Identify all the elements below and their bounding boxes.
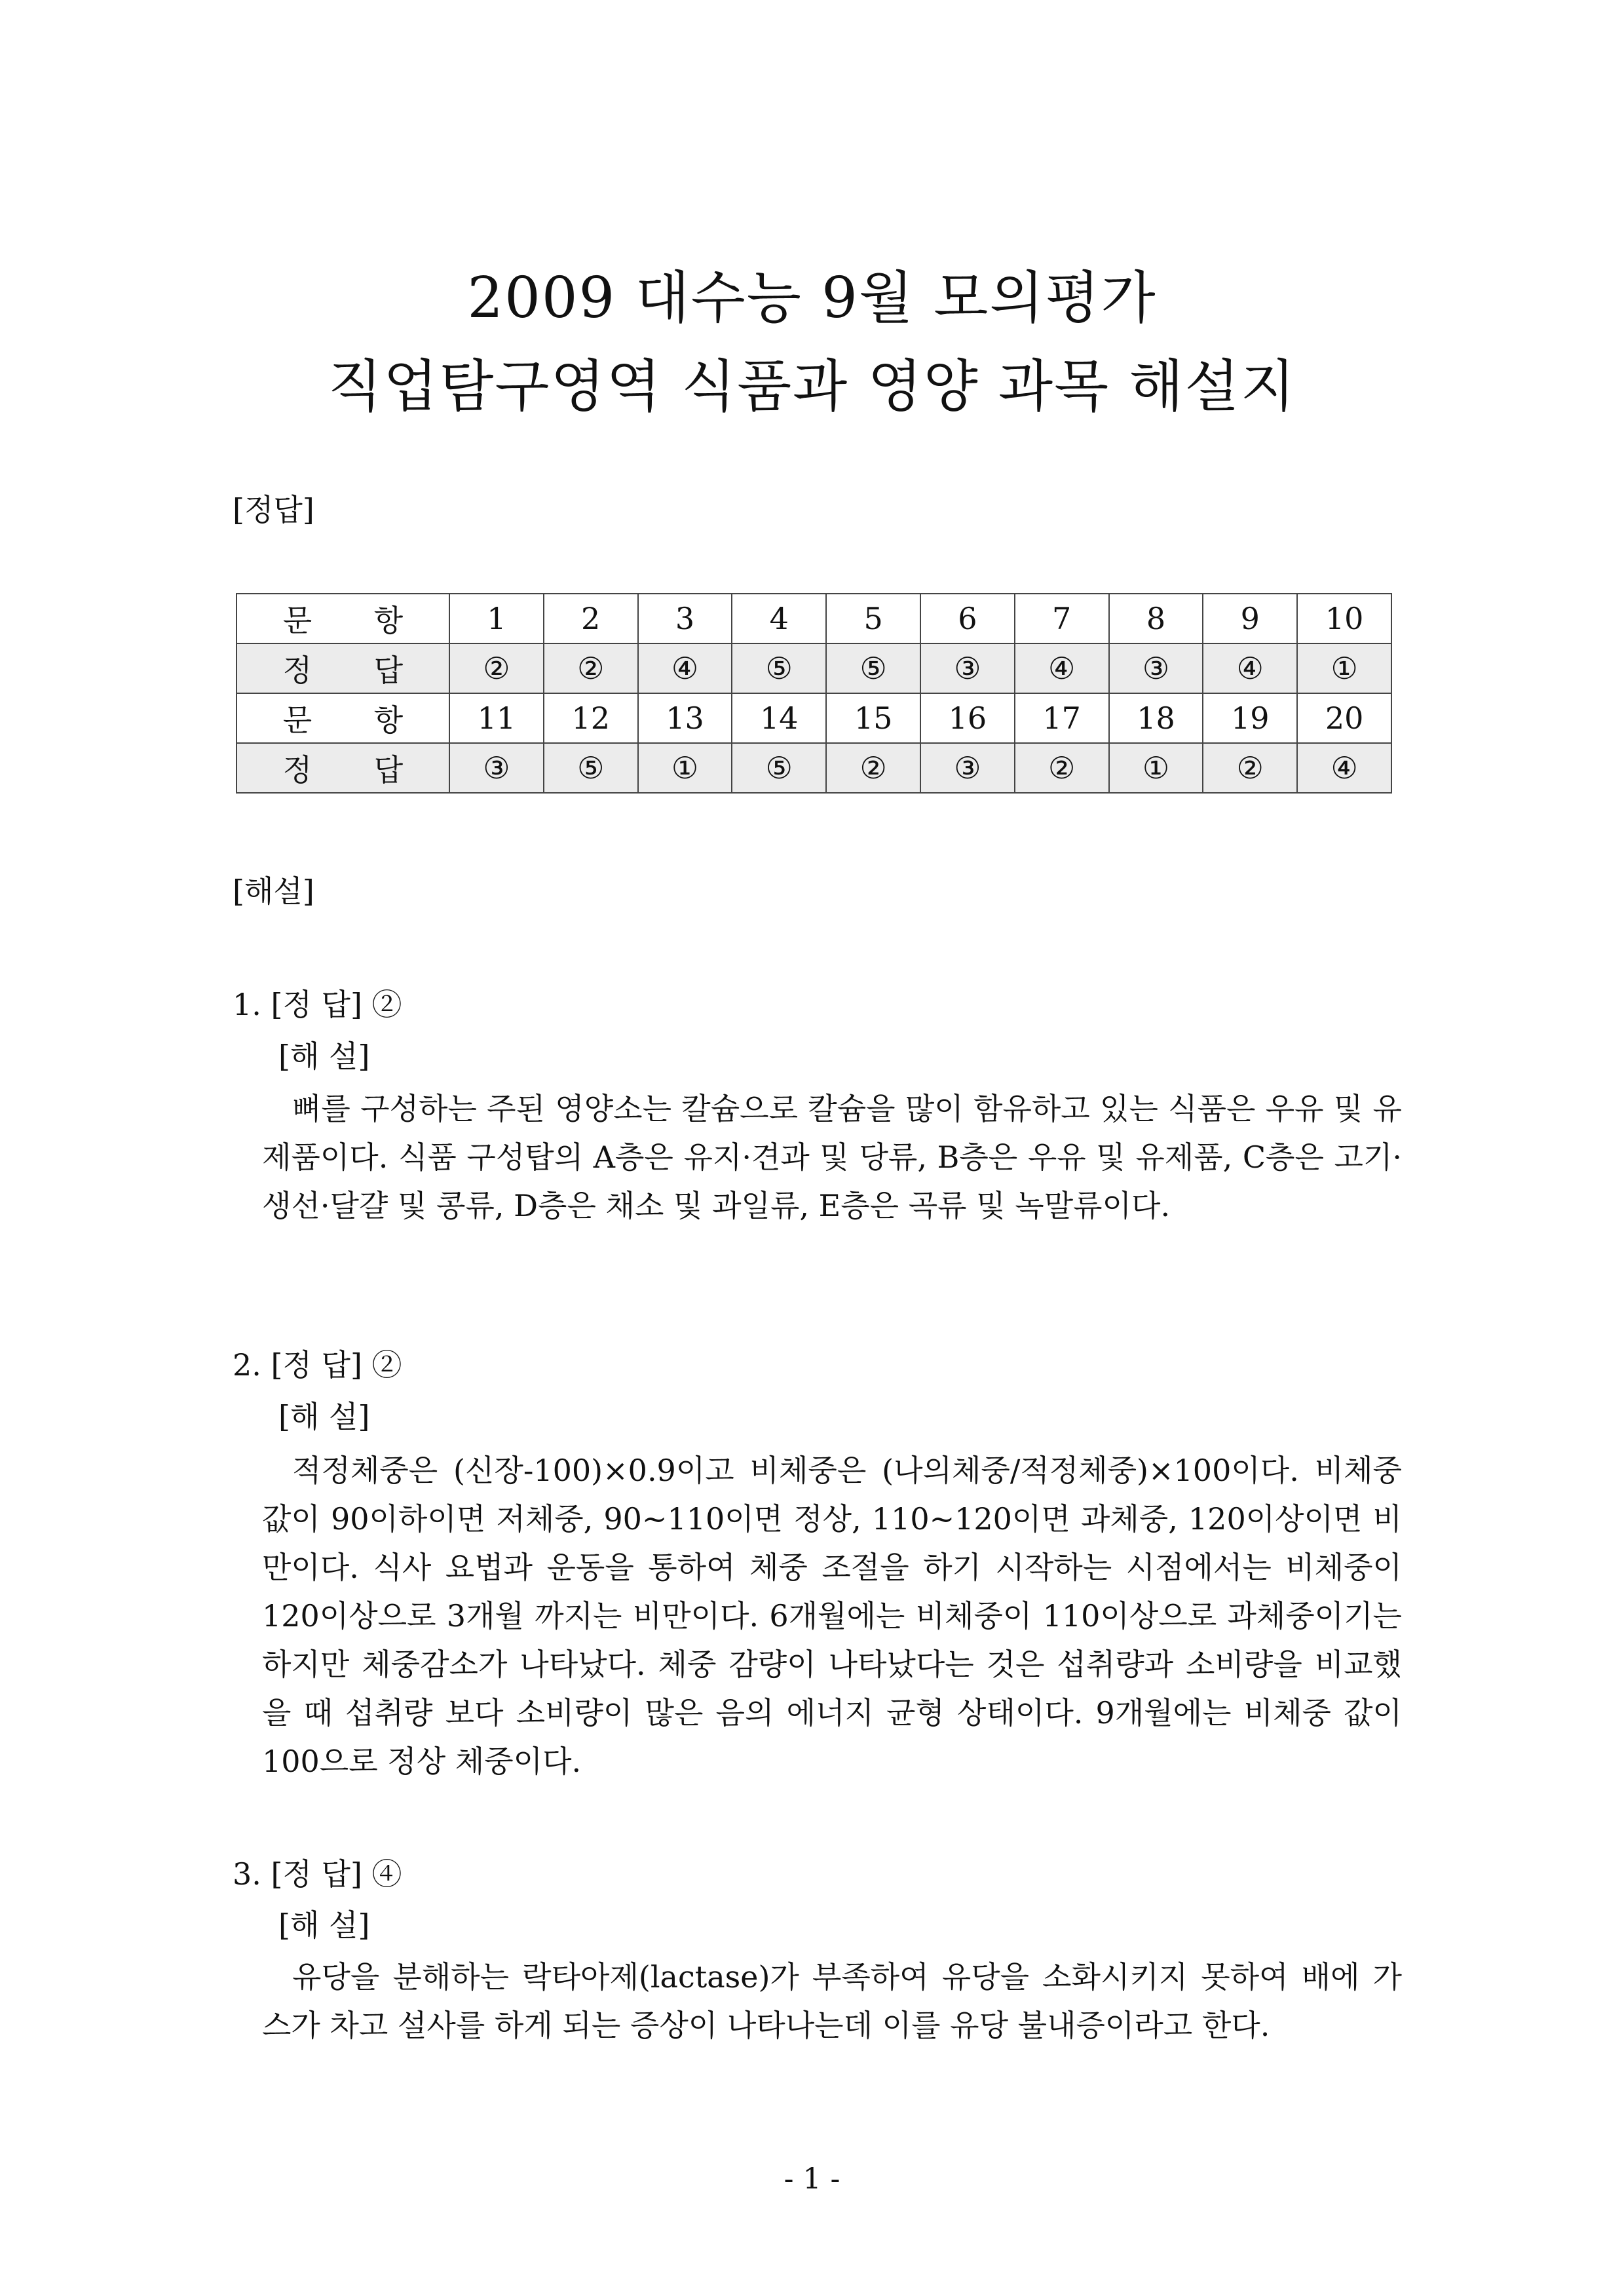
table-cell: ④	[638, 643, 732, 693]
table-cell: 5	[826, 594, 920, 643]
table-cell: 11	[449, 693, 544, 743]
table-cell: 9	[1203, 594, 1297, 643]
table-cell: 18	[1109, 693, 1203, 743]
question-2-header: 2. [정 답] ②	[233, 1347, 402, 1383]
table-cell: ③	[920, 743, 1015, 793]
row-label: 문 항	[236, 594, 449, 643]
table-cell: ⑤	[732, 643, 826, 693]
table-cell: 6	[920, 594, 1015, 643]
question-2-explanation: 적정체중은 (신장-100)×0.9이고 비체중은 (나의체중/적정체중)×100이다. 비체중 값이 90이하이면 저체중, 90~110이면 정상, 110~120이면 과체중, 120이상이면 비만이다. 식사 요법과 운동을 통하여 체중 조절을 하기 시작하는 시점에서는 비체중이 120이상으로 3개월 까지는 비만이다. 6개월에는 비체중이 110이상으로 과체중이기는 하지만 체중감소가 나타났다. 체중 감량이 나타났다는 것은 섭취량과 소비량을 비교했을 때 섭취량 보다 소비량이 많은 음의 에너지 균형 상태이다. 9개월에는 비체중 값이 100으로 정상 체중이다.	[262, 1453, 1402, 1779]
row-label: 정 답	[236, 643, 449, 693]
table-cell: ①	[1297, 643, 1391, 693]
table-cell: 7	[1015, 594, 1109, 643]
table-cell: ①	[638, 743, 732, 793]
table-cell: ⑤	[826, 643, 920, 693]
document-title-line-1: 2009 대수능 9월 모의평가	[467, 265, 1157, 331]
table-cell: 16	[920, 693, 1015, 743]
question-3-explanation: 유당을 분해하는 락타아제(lactase)가 부족하여 유당을 소화시키지 못하여 배에 가스가 차고 설사를 하게 되는 증상이 나타나는데 이를 유당 불내증이라고 한다.	[262, 1959, 1402, 2043]
table-cell: 3	[638, 594, 732, 643]
page-number: - 1 -	[784, 2162, 840, 2196]
table-cell: ②	[826, 743, 920, 793]
table-row	[236, 643, 1391, 693]
answers-heading: [정답]	[233, 492, 314, 527]
table-cell: 1	[449, 594, 544, 643]
table-cell: ④	[1203, 643, 1297, 693]
table-cell: ④	[1297, 743, 1391, 793]
table-cell: ⑤	[544, 743, 638, 793]
table-cell: 14	[732, 693, 826, 743]
table-row	[236, 693, 1391, 743]
table-cell: ②	[1015, 743, 1109, 793]
table-cell: 2	[544, 594, 638, 643]
table-cell: 15	[826, 693, 920, 743]
question-1-subheader: [해 설]	[278, 1039, 370, 1074]
table-cell: ①	[1109, 743, 1203, 793]
table-cell: 8	[1109, 594, 1203, 643]
question-1-header: 1. [정 답] ②	[233, 987, 402, 1022]
table-cell: ③	[920, 643, 1015, 693]
table-cell: 4	[732, 594, 826, 643]
document-title-line-2: 직업탐구영역 식품과 영양 과목 해설지	[328, 354, 1296, 419]
table-cell: 19	[1203, 693, 1297, 743]
table-cell: 12	[544, 693, 638, 743]
question-3-subheader: [해 설]	[278, 1907, 370, 1943]
table-cell: 10	[1297, 594, 1391, 643]
answer-table	[236, 593, 1392, 794]
table-cell: ④	[1015, 643, 1109, 693]
table-row	[236, 594, 1391, 643]
table-cell: ②	[544, 643, 638, 693]
table-cell: ②	[449, 643, 544, 693]
table-cell: 20	[1297, 693, 1391, 743]
table-row	[236, 743, 1391, 793]
table-cell: 17	[1015, 693, 1109, 743]
table-cell: ③	[1109, 643, 1203, 693]
table-cell: ③	[449, 743, 544, 793]
question-2-subheader: [해 설]	[278, 1399, 370, 1434]
table-cell: 13	[638, 693, 732, 743]
table-cell: ⑤	[732, 743, 826, 793]
row-label: 문 항	[236, 693, 449, 743]
explanation-heading: [해설]	[233, 873, 314, 909]
table-cell: ②	[1203, 743, 1297, 793]
question-3-header: 3. [정 답] ④	[233, 1856, 402, 1892]
row-label: 정 답	[236, 743, 449, 793]
question-1-explanation: 뼈를 구성하는 주된 영양소는 칼슘으로 칼슘을 많이 함유하고 있는 식품은 우유 및 유제품이다. 식품 구성탑의 A층은 유지·견과 및 당류, B층은 우유 및 유제품, C층은 고기·생선·달걀 및 콩류, D층은 채소 및 과일류, E층은 곡류 및 녹말류이다.	[262, 1091, 1402, 1223]
